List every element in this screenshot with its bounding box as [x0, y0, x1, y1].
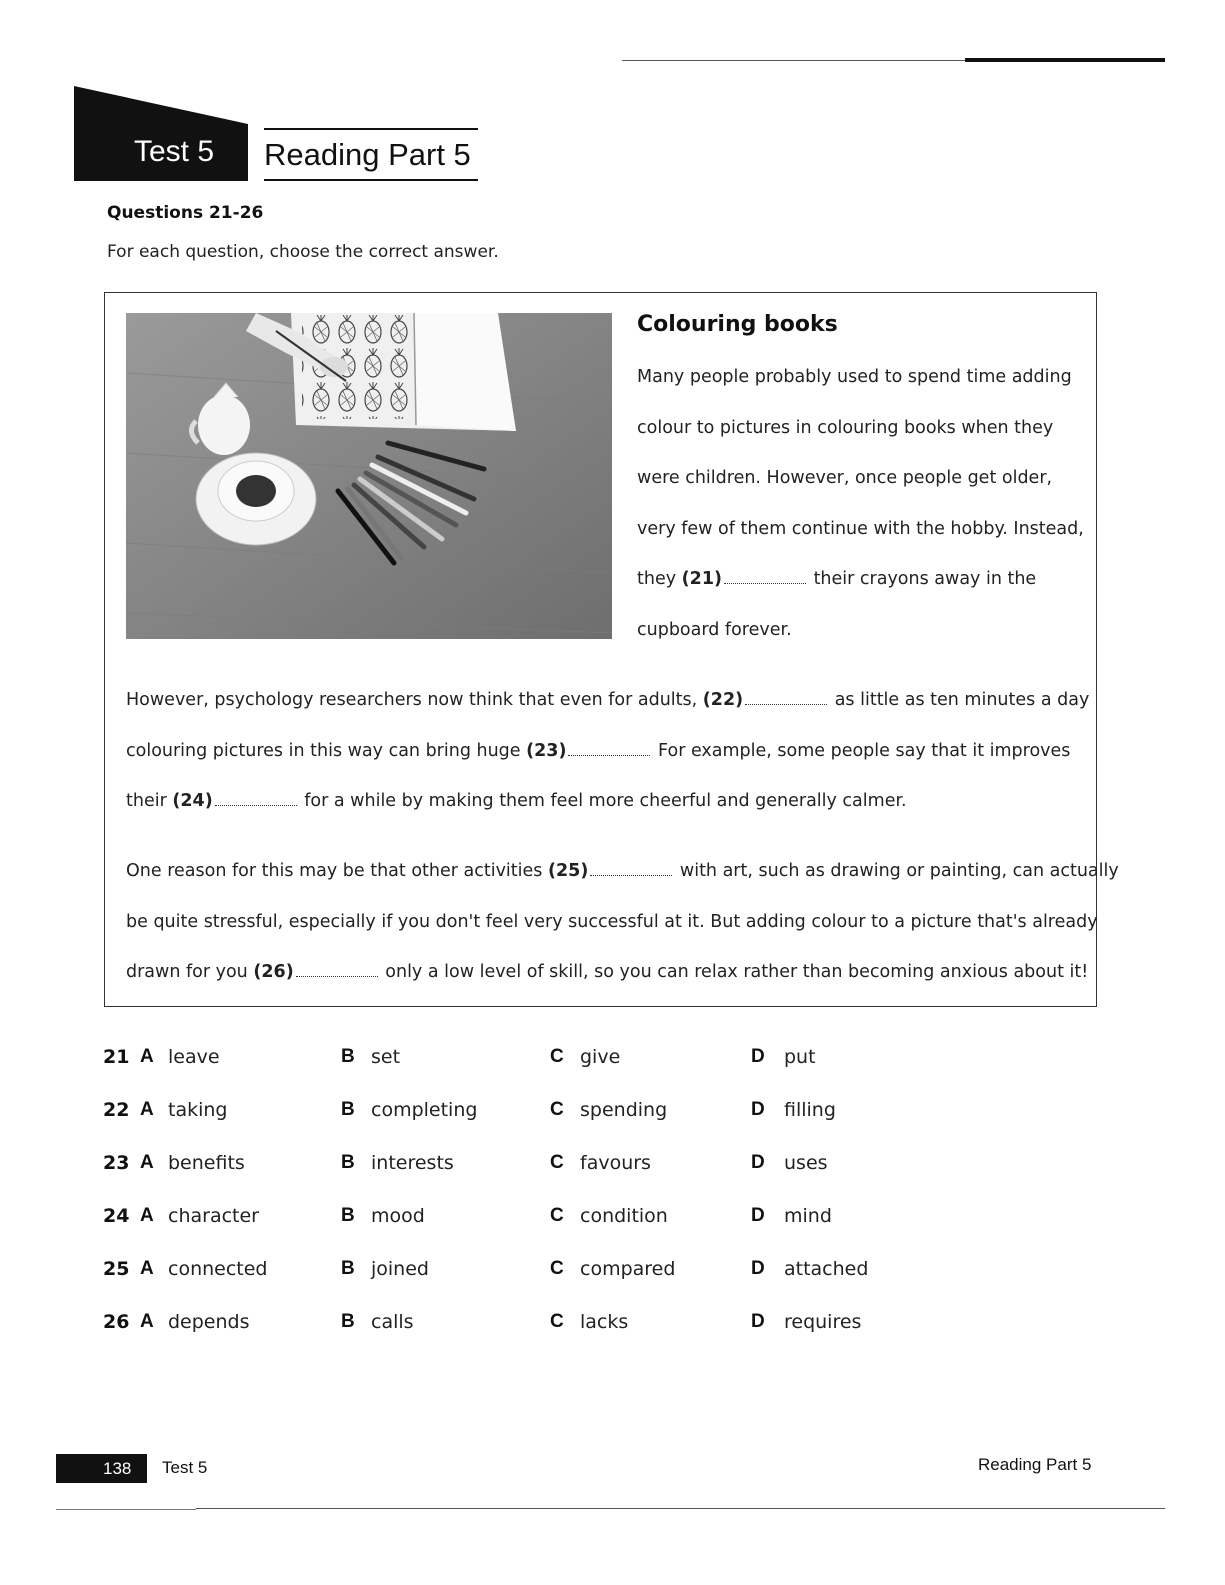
- answer-blank: [296, 959, 378, 977]
- question-number: (21): [681, 569, 722, 589]
- paragraph-3: [126, 857, 1119, 1009]
- question-number: (25): [547, 861, 589, 881]
- text-line: [126, 908, 1098, 959]
- question-number: 22: [103, 1099, 130, 1121]
- text-span: colouring pictures in this way can bring huge: [126, 740, 527, 761]
- option-row: [103, 1307, 1003, 1360]
- text-line: [637, 414, 1082, 465]
- option-letter: D: [751, 1046, 765, 1067]
- option-letter: D: [751, 1099, 765, 1120]
- text-span: with art, such as drawing or painting, can actually: [674, 861, 1119, 881]
- option-a[interactable]: taking: [168, 1099, 228, 1121]
- answer-blank: [724, 566, 806, 584]
- option-a[interactable]: benefits: [168, 1152, 245, 1174]
- option-letter: B: [341, 1311, 355, 1332]
- option-row: [103, 1148, 1003, 1201]
- question-number: (26): [253, 962, 294, 982]
- answer-blank: [215, 788, 297, 806]
- option-letter: A: [140, 1311, 154, 1332]
- option-letter: A: [140, 1099, 154, 1120]
- option-row: [103, 1042, 1003, 1095]
- option-d[interactable]: attached: [784, 1258, 869, 1280]
- option-letter: A: [140, 1258, 154, 1279]
- option-d[interactable]: uses: [784, 1152, 828, 1174]
- footer-test-label: Test 5: [162, 1458, 208, 1477]
- question-number: 24: [103, 1205, 130, 1227]
- option-letter: B: [341, 1152, 355, 1173]
- option-d[interactable]: filling: [784, 1099, 836, 1121]
- option-row: [103, 1254, 1003, 1307]
- option-letter: B: [341, 1046, 355, 1067]
- option-c[interactable]: give: [580, 1046, 621, 1068]
- option-c[interactable]: lacks: [580, 1311, 629, 1333]
- text-span: Many people probably used to spend time adding: [637, 367, 1072, 387]
- question-number: (23): [526, 740, 567, 761]
- answer-blank: [590, 858, 672, 876]
- option-letter: D: [751, 1311, 765, 1332]
- option-a[interactable]: leave: [168, 1046, 220, 1068]
- text-line: [637, 616, 1082, 667]
- section-title: Reading Part 5: [264, 128, 478, 181]
- option-letter: D: [751, 1205, 765, 1226]
- text-span: cupboard forever.: [637, 619, 792, 640]
- text-line: [637, 515, 1082, 566]
- option-b[interactable]: calls: [371, 1311, 414, 1333]
- option-letter: B: [341, 1205, 355, 1226]
- text-span: only a low level of skill, so you can relax rather than becoming anxious about it!: [379, 962, 1089, 982]
- text-line: [126, 686, 1090, 737]
- option-b[interactable]: mood: [371, 1205, 425, 1227]
- instruction-text: For each question, choose the correct answer.: [107, 242, 499, 262]
- text-span: their crayons away in the: [808, 569, 1037, 589]
- text-line: [126, 857, 1119, 908]
- question-number: 23: [103, 1152, 130, 1174]
- text-span: they: [637, 569, 682, 589]
- text-line: [126, 787, 1086, 838]
- option-letter: C: [550, 1258, 564, 1279]
- text-span: were children. However, once people get older,: [637, 468, 1053, 488]
- option-letter: A: [140, 1152, 154, 1173]
- answer-blank: [568, 738, 650, 756]
- text-span: drawn for you: [126, 962, 254, 982]
- option-a[interactable]: connected: [168, 1258, 268, 1280]
- text-span: be quite stressful, especially if you don't feel very successful at it. But adding colour to a picture that's already: [126, 911, 1098, 932]
- question-number: 25: [103, 1258, 130, 1280]
- option-a[interactable]: depends: [168, 1311, 250, 1333]
- answer-options: [103, 1042, 1003, 1360]
- question-number: (22): [702, 690, 744, 710]
- bottom-rule: [196, 1508, 1165, 1509]
- text-span: very few of them continue with the hobby. Instead,: [637, 518, 1084, 539]
- text-span: One reason for this may be that other activities: [126, 861, 548, 881]
- option-c[interactable]: spending: [580, 1099, 668, 1121]
- text-line: [126, 737, 1086, 788]
- option-row: [103, 1201, 1003, 1254]
- option-letter: C: [550, 1152, 564, 1173]
- option-d[interactable]: put: [784, 1046, 816, 1068]
- option-b[interactable]: completing: [371, 1099, 478, 1121]
- text-line: [637, 363, 1082, 414]
- question-number: 21: [103, 1046, 130, 1068]
- test-label: Test 5: [134, 135, 215, 168]
- option-b[interactable]: interests: [371, 1152, 454, 1174]
- text-line: [126, 958, 1089, 1009]
- option-letter: B: [341, 1258, 355, 1279]
- option-letter: A: [140, 1205, 154, 1226]
- text-span: For example, some people say that it improves: [652, 740, 1071, 761]
- questions-label: Questions 21-26: [107, 203, 264, 223]
- text-span: colour to pictures in colouring books when they: [637, 417, 1054, 438]
- text-span: However, psychology researchers now think that even for adults,: [126, 690, 703, 710]
- test-tab: [74, 86, 248, 181]
- top-rule-accent: [965, 58, 1165, 62]
- option-letter: D: [751, 1258, 765, 1279]
- option-letter: A: [140, 1046, 154, 1067]
- text-span: as little as ten minutes a day: [829, 690, 1090, 710]
- option-a[interactable]: character: [168, 1205, 259, 1227]
- text-line: [637, 464, 1082, 515]
- option-row: [103, 1095, 1003, 1148]
- option-letter: B: [341, 1099, 355, 1120]
- option-c[interactable]: compared: [580, 1258, 676, 1280]
- footer-section-label: Reading Part 5: [978, 1455, 1092, 1474]
- intro-paragraph: [637, 363, 1082, 666]
- top-rule: [622, 60, 972, 61]
- option-letter: C: [550, 1099, 564, 1120]
- option-letter: C: [550, 1046, 564, 1067]
- option-letter: C: [550, 1311, 564, 1332]
- option-c[interactable]: condition: [580, 1205, 668, 1227]
- text-line: [637, 565, 1082, 616]
- bottom-rule: [56, 1509, 196, 1510]
- article-title: Colouring books: [637, 312, 838, 337]
- option-c[interactable]: favours: [580, 1152, 651, 1174]
- question-number: 26: [103, 1311, 130, 1333]
- option-b[interactable]: set: [371, 1046, 401, 1068]
- answer-blank: [745, 687, 827, 705]
- option-letter: C: [550, 1205, 564, 1226]
- option-d[interactable]: mind: [784, 1205, 832, 1227]
- paragraph-2: [126, 686, 1090, 838]
- text-span: for a while by making them feel more cheerful and generally calmer.: [298, 791, 907, 811]
- text-span: their: [126, 791, 173, 811]
- question-number: (24): [172, 791, 213, 811]
- option-letter: D: [751, 1152, 765, 1173]
- option-d[interactable]: requires: [784, 1311, 862, 1333]
- page-number: 138: [103, 1459, 132, 1478]
- option-b[interactable]: joined: [371, 1258, 429, 1280]
- colouring-photo: [126, 313, 612, 639]
